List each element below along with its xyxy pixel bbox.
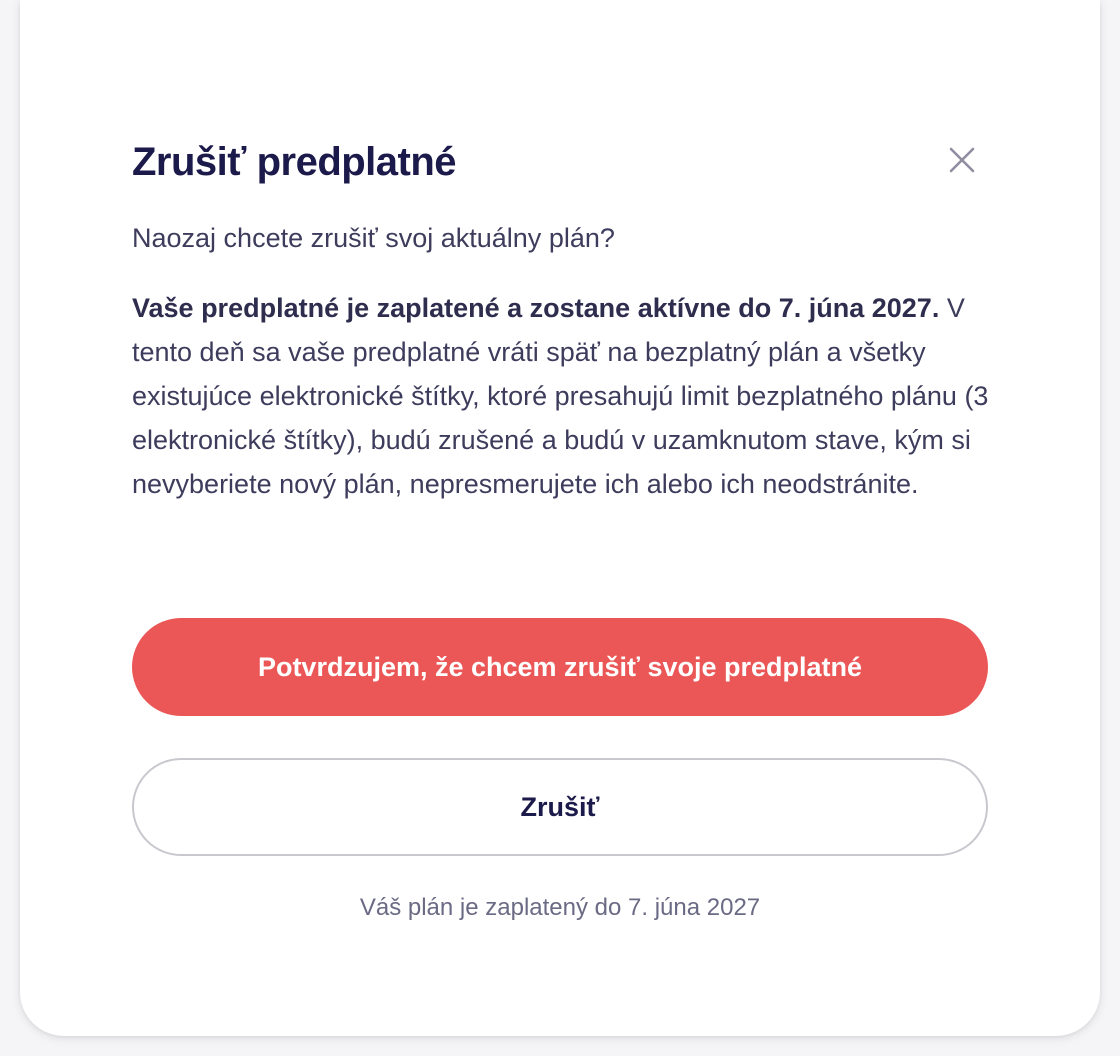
subscription-details-text: V tento deň sa vaše predplatné vráti späť na bezplatný plán a všetky existujúce elektronické štítky, ktoré presahujú limit bezplatného plánu (3 elektronické štítky), budú zrušené a budú v uzamknutom stave, kým si nevyberiete nový plán, nepresmerujete ich alebo ich neodstránite.	[132, 293, 989, 499]
paid-until-note: Váš plán je zaplatený do 7. júna 2027	[359, 894, 761, 921]
close-button[interactable]	[938, 136, 986, 184]
cancel-subscription-modal	[20, 0, 1100, 1036]
cancel-button[interactable]: Zrušiť	[132, 758, 988, 856]
confirm-cancel-subscription-button[interactable]: Potvrdzujem, že chcem zrušiť svoje predplatné	[132, 618, 988, 716]
close-icon	[948, 146, 976, 174]
subscription-details	[132, 286, 992, 506]
confirm-question: Naozaj chcete zrušiť svoj aktuálny plán?	[132, 223, 615, 253]
subscription-details-bold: Vaše predplatné je zaplatené a zostane aktívne do 7. júna 2027.	[132, 293, 940, 323]
modal-title: Zrušiť predplatné	[132, 140, 457, 184]
